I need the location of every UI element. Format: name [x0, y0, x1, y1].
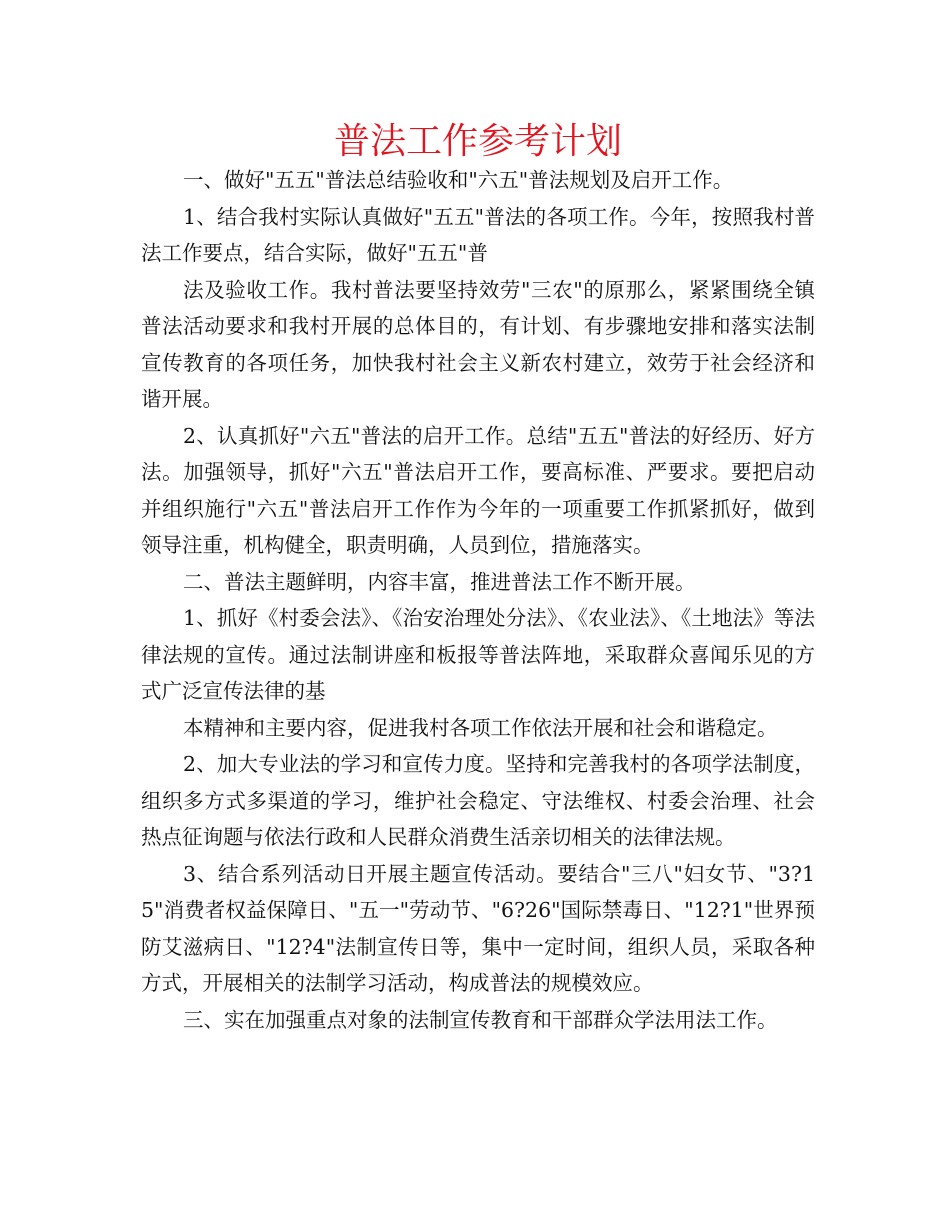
paragraph-4: 2、认真抓好"六五"普法的启开工作。总结"五五"普法的好经历、好方法。加强领导，抓好"六五"普法启开工作，要高标准、严要求。要把启动并组织施行"六五"普法启开工作作为今年的一项重要工作抓紧抓好，做到领导注重，机构健全，职责明确，人员到位，措施落实。 [141, 423, 815, 557]
paragraph-8: 2、加大专业法的学习和宣传力度。坚持和完善我村的各项学法制度，组织多方式多渠道的学习，维护社会稳定、守法维权、村委会治理、社会热点征询题与依法行政和人民群众消费生活亲切相关的法律法规。 [141, 752, 815, 849]
paragraph-7: 本精神和主要内容，促进我村各项工作依法开展和社会和谐稳定。 [183, 715, 778, 740]
paragraph-3: 法及验收工作。我村普法要坚持效劳"三农"的原那么，紧紧围绕全镇普法活动要求和我村开展的总体目的，有计划、有步骤地安排和落实法制宣传教育的各项任务，加快我村社会主义新农村建立，效劳于社会经济和谐开展。 [141, 277, 815, 411]
paragraph-9: 3、结合系列活动日开展主题宣传活动。要结合"三八"妇女节、"3?15"消费者权益保障日、"五一"劳动节、"6?26"国际禁毒日、"12?1"世界预防艾滋病日、"12?4"法制宣传日等，集中一定时间，组织人员，采取各种方式，开展相关的法制学习活动，构成普法的规模效应。 [141, 861, 815, 995]
paragraph-10: 三、实在加强重点对象的法制宣传教育和干部群众学法用法工作。 [183, 1007, 778, 1032]
paragraph-5: 二、普法主题鲜明，内容丰富，推进普法工作不断开展。 [183, 569, 696, 594]
paragraph-2: 1、结合我村实际认真做好"五五"普法的各项工作。今年，按照我村普法工作要点，结合实际，做好"五五"普 [141, 204, 815, 265]
paragraph-6: 1、抓好《村委会法》、《治安治理处分法》、《农业法》、《土地法》等法律法规的宣传。通过法制讲座和板报等普法阵地，采取群众喜闻乐见的方式广泛宣传法律的基 [141, 606, 815, 703]
paragraph-1: 一、做好"五五"普法总结验收和"六五"普法规划及启开工作。 [183, 168, 734, 192]
document-title: 普法工作参考计划 [333, 121, 622, 162]
